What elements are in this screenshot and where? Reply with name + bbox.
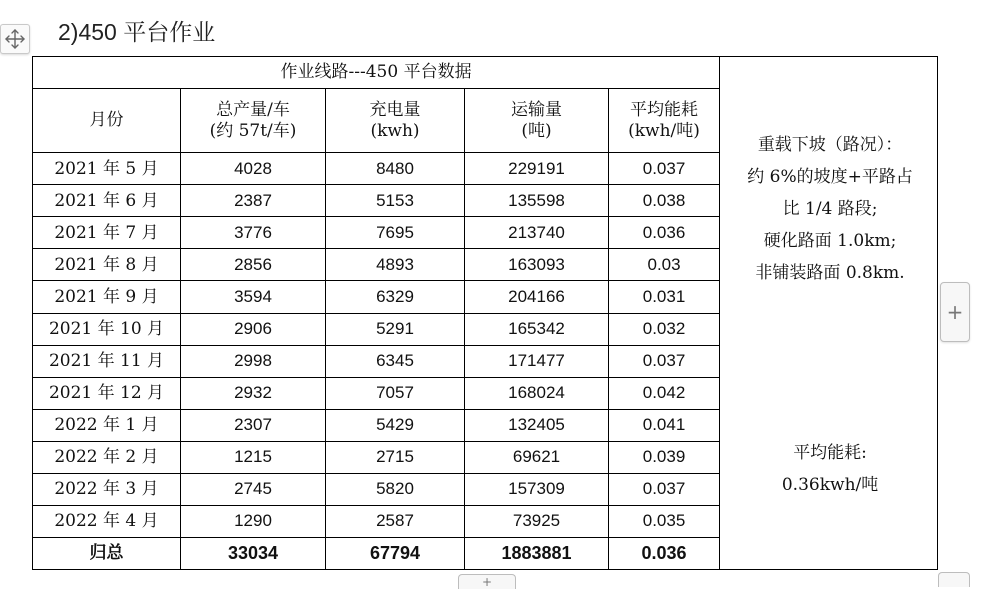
average-energy-note	[730, 437, 930, 501]
table-move-handle[interactable]	[0, 24, 30, 54]
header-charge[interactable]	[326, 89, 465, 153]
note-line: 约 6%的坡度+平路占	[747, 167, 913, 187]
data-table	[32, 56, 938, 570]
cell-output[interactable]: 1215	[181, 441, 326, 473]
header-label: 月份	[89, 110, 124, 131]
cell-energy[interactable]: 0.035	[609, 505, 720, 537]
note-line: 0.36kwh/吨	[781, 475, 879, 495]
cell-output[interactable]: 2998	[181, 345, 326, 377]
total-energy[interactable]: 0.036	[609, 537, 720, 569]
cell-charge[interactable]: 5429	[326, 409, 465, 441]
cell-month[interactable]: 2021 年 12 月	[33, 377, 181, 409]
cell-charge[interactable]: 5291	[326, 313, 465, 345]
cell-energy[interactable]: 0.038	[609, 185, 720, 217]
cell-energy[interactable]: 0.03	[609, 249, 720, 281]
header-label: 充电量	[369, 100, 421, 121]
plus-icon: +	[946, 300, 964, 324]
cell-month[interactable]: 2022 年 2 月	[33, 441, 181, 473]
cell-output[interactable]: 2906	[181, 313, 326, 345]
cell-output[interactable]: 2932	[181, 377, 326, 409]
total-output[interactable]: 33034	[181, 537, 326, 569]
cell-transport[interactable]: 157309	[465, 473, 609, 505]
section-heading: 2)450 平台作业	[58, 19, 216, 45]
cell-transport[interactable]: 135598	[465, 185, 609, 217]
cell-transport[interactable]: 168024	[465, 377, 609, 409]
total-transport[interactable]: 1883881	[465, 537, 609, 569]
header-label: 总产量/车	[216, 100, 290, 121]
cell-month[interactable]: 2021 年 9 月	[33, 281, 181, 313]
cell-output[interactable]: 1290	[181, 505, 326, 537]
cell-energy[interactable]: 0.032	[609, 313, 720, 345]
cell-energy[interactable]: 0.042	[609, 377, 720, 409]
note-line: 平均能耗:	[793, 443, 867, 463]
table-title-row	[33, 57, 938, 89]
note-line: 非铺装路面 0.8km.	[755, 263, 905, 283]
cell-charge[interactable]: 6329	[326, 281, 465, 313]
total-label[interactable]: 归总	[33, 537, 181, 569]
header-unit: (约 57t/车)	[209, 120, 297, 141]
cell-transport[interactable]: 73925	[465, 505, 609, 537]
cell-transport[interactable]: 163093	[465, 249, 609, 281]
cell-charge[interactable]: 2587	[326, 505, 465, 537]
cell-energy[interactable]: 0.037	[609, 345, 720, 377]
cell-transport[interactable]: 132405	[465, 409, 609, 441]
note-line: 重载下坡（路况）：	[757, 135, 903, 155]
header-unit: (吨)	[521, 120, 552, 141]
cell-month[interactable]: 2021 年 7 月	[33, 217, 181, 249]
header-output[interactable]	[181, 89, 326, 153]
cell-charge[interactable]: 7057	[326, 377, 465, 409]
cell-transport[interactable]: 229191	[465, 153, 609, 185]
cell-charge[interactable]: 8480	[326, 153, 465, 185]
cell-charge[interactable]: 2715	[326, 441, 465, 473]
header-unit: (kwh/吨)	[628, 120, 700, 141]
cell-output[interactable]: 2745	[181, 473, 326, 505]
cell-month[interactable]: 2022 年 1 月	[33, 409, 181, 441]
add-row-button[interactable]	[458, 574, 516, 589]
cell-month[interactable]: 2022 年 4 月	[33, 505, 181, 537]
cell-charge[interactable]: 6345	[326, 345, 465, 377]
plus-icon: +	[481, 575, 493, 589]
cell-output[interactable]: 2387	[181, 185, 326, 217]
cell-month[interactable]: 2021 年 5 月	[33, 153, 181, 185]
cell-transport[interactable]: 69621	[465, 441, 609, 473]
cell-output[interactable]: 3594	[181, 281, 326, 313]
cell-month[interactable]: 2022 年 3 月	[33, 473, 181, 505]
cell-energy[interactable]: 0.041	[609, 409, 720, 441]
cell-transport[interactable]: 165342	[465, 313, 609, 345]
add-column-button[interactable]	[940, 282, 970, 342]
cell-energy[interactable]: 0.031	[609, 281, 720, 313]
cell-transport[interactable]: 204166	[465, 281, 609, 313]
header-unit: (kwh)	[370, 120, 420, 141]
cell-month[interactable]: 2021 年 10 月	[33, 313, 181, 345]
cell-charge[interactable]: 4893	[326, 249, 465, 281]
cell-energy[interactable]: 0.039	[609, 441, 720, 473]
notes-cell[interactable]	[720, 57, 938, 570]
cell-month[interactable]: 2021 年 11 月	[33, 345, 181, 377]
cell-output[interactable]: 2856	[181, 249, 326, 281]
cell-energy[interactable]: 0.037	[609, 153, 720, 185]
cell-charge[interactable]: 7695	[326, 217, 465, 249]
table-resize-handle[interactable]	[938, 572, 970, 587]
cell-month[interactable]: 2021 年 6 月	[33, 185, 181, 217]
total-charge[interactable]: 67794	[326, 537, 465, 569]
header-label: 运输量	[511, 100, 562, 121]
note-line: 比 1/4 路段;	[782, 199, 878, 219]
header-month[interactable]	[33, 89, 181, 153]
cell-output[interactable]: 4028	[181, 153, 326, 185]
move-arrows-icon	[4, 28, 26, 50]
cell-transport[interactable]: 171477	[465, 345, 609, 377]
cell-output[interactable]: 3776	[181, 217, 326, 249]
cell-transport[interactable]: 213740	[465, 217, 609, 249]
cell-charge[interactable]: 5153	[326, 185, 465, 217]
table-title[interactable]: 作业线路---450 平台数据	[33, 57, 720, 89]
cell-output[interactable]: 2307	[181, 409, 326, 441]
cell-energy[interactable]: 0.037	[609, 473, 720, 505]
road-condition-note	[730, 129, 930, 289]
cell-charge[interactable]: 5820	[326, 473, 465, 505]
cell-month[interactable]: 2021 年 8 月	[33, 249, 181, 281]
header-energy[interactable]	[609, 89, 720, 153]
note-line: 硬化路面 1.0km;	[763, 231, 897, 251]
header-label: 平均能耗	[630, 100, 699, 121]
header-transport[interactable]	[465, 89, 609, 153]
cell-energy[interactable]: 0.036	[609, 217, 720, 249]
